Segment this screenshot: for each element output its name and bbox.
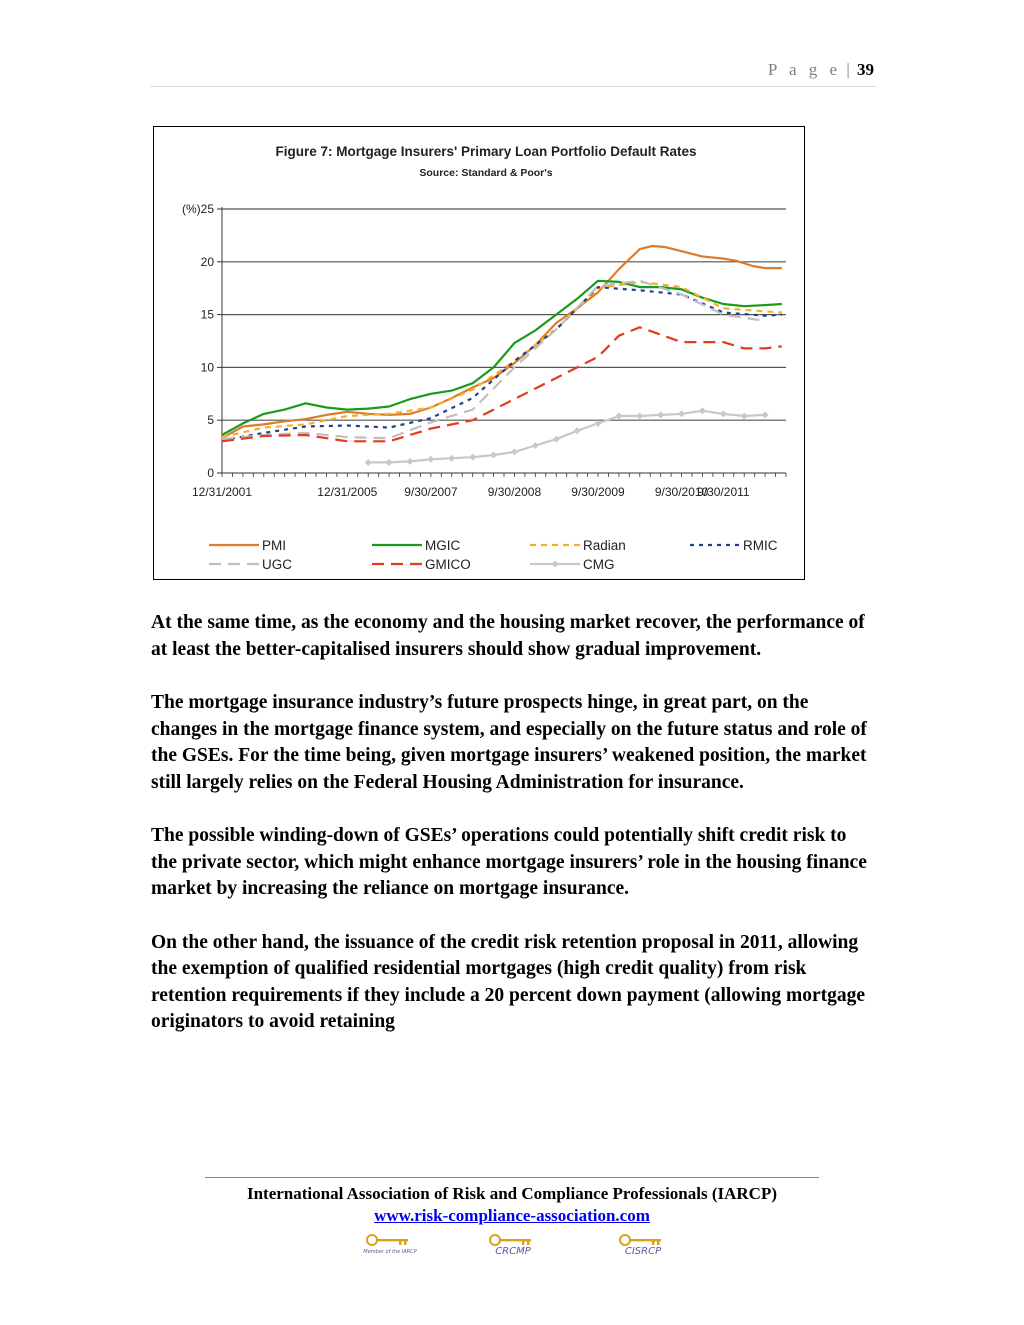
legend-label-pmi: PMI (262, 538, 287, 553)
paragraph: The possible winding-down of GSEs’ operations could potentially shift credit risk to the private sector, which might enhance mortgage insurers’ role in the housing finance market by increasing the reliance on mortgage insurance. (151, 825, 867, 899)
y-tick-label: 20 (200, 254, 214, 269)
key-icon (619, 1234, 663, 1246)
series-point-cmg (762, 411, 769, 418)
logo-text: CISRCP (624, 1246, 662, 1257)
y-tick-label: (%)25 (181, 202, 214, 216)
series-line-rmic (222, 287, 782, 440)
x-tick-label: 9/30/2009 (571, 485, 625, 499)
series-point-cmg (532, 442, 539, 449)
series-point-cmg (365, 459, 372, 466)
legend-label-mgic: MGIC (425, 538, 461, 553)
series-point-cmg (386, 459, 393, 466)
key-icon (489, 1234, 533, 1246)
paragraph: On the other hand, the issuance of the credit risk retention proposal in 2011, allowing the exemption of qualified residential mortgages (high credit quality) from risk retention requirements if they include a 20 percent down payment (allowing mortgage originators to avoid retaining (151, 931, 866, 1032)
series-point-cmg (657, 411, 664, 418)
series-point-cmg (678, 410, 685, 417)
page-footer (205, 1177, 819, 1226)
logo-text: Member of the IARCP (363, 1249, 417, 1255)
series-point-cmg (741, 412, 748, 419)
paragraph: At the same time, as the economy and the housing market recover, the performance of at least the better-capitalised insurers should show gradual improvement. (151, 612, 865, 660)
legend-label-cmg: CMG (583, 557, 615, 572)
series-line-radian (222, 282, 782, 437)
series-point-cmg (448, 455, 455, 462)
chart-legend (209, 538, 778, 572)
legend-label-ugc: UGC (262, 557, 292, 572)
x-tick-label: 9/30/2007 (404, 485, 458, 499)
series-point-cmg (469, 454, 476, 461)
page-number-value: 39 (857, 60, 874, 79)
series-point-cmg (511, 448, 518, 455)
paragraph: The mortgage insurance industry’s future prospects hinge, in great part, on the changes in the mortgage finance system, and especially on the future status and role of the GSEs. For the time being, given mortgage insurers’ weakened position, the market still largely relies on the Federal Housing Administration for insurance. (151, 692, 867, 793)
series-line-ugc (222, 281, 765, 439)
logo-text: CRCMP (495, 1246, 531, 1257)
key-icon (366, 1234, 410, 1246)
y-tick-label: 0 (207, 466, 214, 480)
footer-website-link[interactable]: www.risk-compliance-association.com (374, 1206, 650, 1225)
series-line-pmi (222, 246, 782, 438)
series-point-cmg (699, 407, 706, 414)
legend-label-rmic: RMIC (743, 538, 778, 553)
chart-subtitle: Source: Standard & Poor's (419, 167, 553, 179)
series-point-cmg (490, 452, 497, 459)
x-tick-label: 9/30/2010 (654, 485, 709, 499)
series-point-cmg (636, 412, 643, 419)
x-tick-label: 12/31/2005 (317, 485, 378, 499)
page-number (768, 60, 874, 80)
series-point-cmg (407, 458, 414, 465)
y-axis (182, 202, 222, 480)
figure-chart (153, 126, 805, 580)
body-text (151, 610, 876, 1063)
page-separator: | (846, 60, 850, 79)
series-point-cmg (615, 412, 622, 419)
legend-marker-cmg (552, 561, 559, 568)
footer-logos (355, 1232, 675, 1266)
x-tick-label: 9/30/2011 (697, 485, 750, 499)
y-tick-label: 10 (200, 360, 214, 375)
y-tick-label: 15 (200, 307, 214, 322)
chart-title: Figure 7: Mortgage Insurers' Primary Loan Portfolio Default Rates (275, 144, 697, 159)
chart-grid (222, 209, 786, 420)
line-chart (154, 127, 804, 579)
logo-crcmp (483, 1232, 543, 1264)
page-label: P a g e (767, 60, 842, 79)
footer-organization: International Association of Risk and Compliance Professionals (IARCP) (246, 1184, 778, 1203)
series-point-cmg (720, 410, 727, 417)
y-tick-label: 5 (207, 413, 214, 428)
series-point-cmg (574, 427, 581, 434)
series-point-cmg (595, 420, 602, 427)
series-point-cmg (427, 456, 434, 463)
series-point-cmg (553, 436, 560, 443)
page-header (150, 58, 876, 87)
series-line-gmico (222, 327, 782, 441)
legend-label-radian: Radian (583, 538, 626, 553)
x-tick-label: 12/31/2001 (191, 485, 253, 499)
legend-label-gmico: GMICO (425, 557, 471, 572)
x-axis (192, 473, 786, 499)
x-tick-label: 9/30/2008 (487, 485, 542, 499)
chart-series (222, 246, 782, 466)
logo-member (360, 1232, 420, 1264)
logo-cisrcp (613, 1232, 673, 1264)
